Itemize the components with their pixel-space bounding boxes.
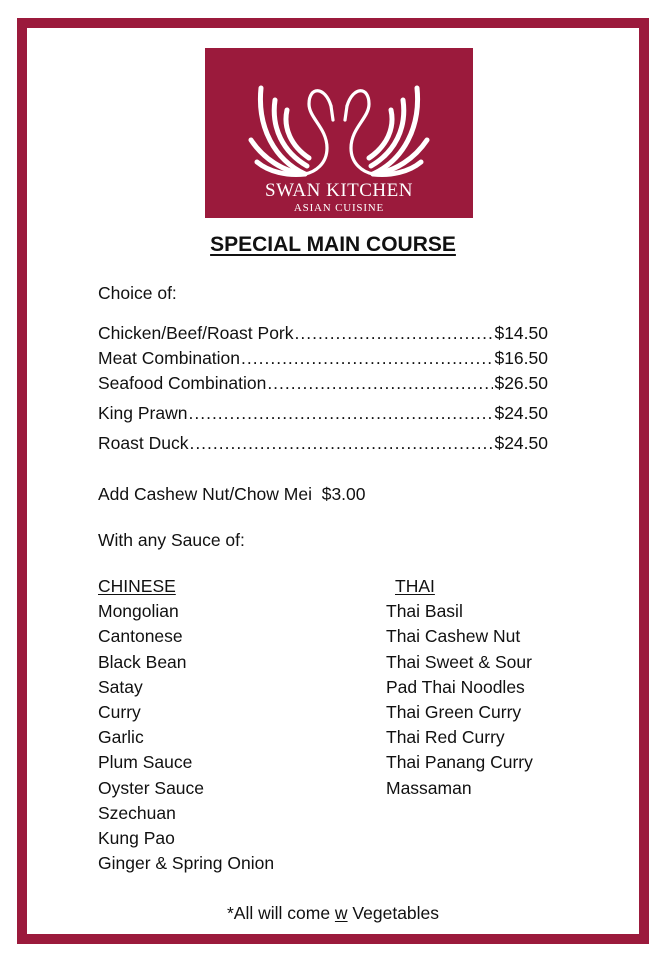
menu-item	[98, 433, 548, 454]
addon-price: $3.00	[321, 484, 366, 504]
page-title: SPECIAL MAIN COURSE	[210, 233, 456, 256]
list-item: Oyster Sauce	[98, 777, 205, 798]
list-item: Thai Green Curry	[386, 701, 522, 722]
addon-label: Add Cashew Nut/Chow Mei	[98, 484, 312, 504]
thai-sauce-column	[386, 574, 533, 801]
dot-leader	[189, 433, 493, 454]
addon-line	[98, 484, 366, 505]
dot-leader	[295, 323, 494, 344]
list-item: Kung Pao	[98, 827, 175, 848]
menu-item-price: $26.50	[494, 373, 548, 393]
menu-item-price: $16.50	[494, 348, 548, 368]
vegetables-note: *All will come w Vegetables	[226, 903, 440, 923]
choice-label: Choice of:	[98, 283, 177, 303]
menu-item	[98, 403, 548, 424]
brand-name: SWAN KITCHEN	[265, 180, 413, 201]
brand-subtitle: ASIAN CUISINE	[293, 202, 385, 214]
list-item: Cantonese	[98, 626, 183, 647]
list-item: Curry	[98, 701, 141, 722]
list-item: Plum Sauce	[98, 752, 193, 773]
thai-heading: THAI	[395, 576, 435, 596]
list-item: Thai Sweet & Sour	[386, 651, 532, 672]
menu-item-price: $24.50	[494, 433, 548, 453]
chinese-sauce-column	[98, 574, 274, 876]
list-item: Thai Panang Curry	[386, 752, 533, 773]
list-item: Pad Thai Noodles	[386, 676, 525, 697]
menu-item	[98, 323, 548, 344]
list-item: Thai Cashew Nut	[386, 626, 521, 647]
list-item: Garlic	[98, 727, 144, 748]
list-item: Black Bean	[98, 651, 187, 672]
list-item: Thai Basil	[386, 601, 463, 622]
chinese-heading: CHINESE	[98, 576, 176, 596]
dot-leader	[241, 348, 493, 369]
menu-item-price: $24.50	[494, 403, 548, 423]
sauce-label: With any Sauce of:	[98, 530, 245, 550]
dot-leader	[267, 373, 493, 394]
list-item: Thai Red Curry	[386, 727, 505, 748]
dot-leader	[189, 403, 494, 424]
menu-item-price: $14.50	[494, 323, 548, 343]
menu-frame	[17, 18, 649, 944]
menu-item-name: King Prawn	[98, 403, 188, 423]
menu-item-name: Chicken/Beef/Roast Pork	[98, 323, 294, 343]
list-item: Mongolian	[98, 601, 179, 622]
logo	[205, 48, 473, 218]
menu-item	[98, 348, 548, 369]
list-item: Satay	[98, 676, 143, 697]
menu-item	[98, 373, 548, 394]
list-item: Massaman	[386, 777, 472, 798]
list-item: Szechuan	[98, 802, 176, 823]
menu-item-name: Meat Combination	[98, 348, 241, 368]
menu-item-name: Roast Duck	[98, 433, 189, 453]
menu-item-name: Seafood Combination	[98, 373, 267, 393]
list-item: Ginger & Spring Onion	[98, 853, 275, 874]
